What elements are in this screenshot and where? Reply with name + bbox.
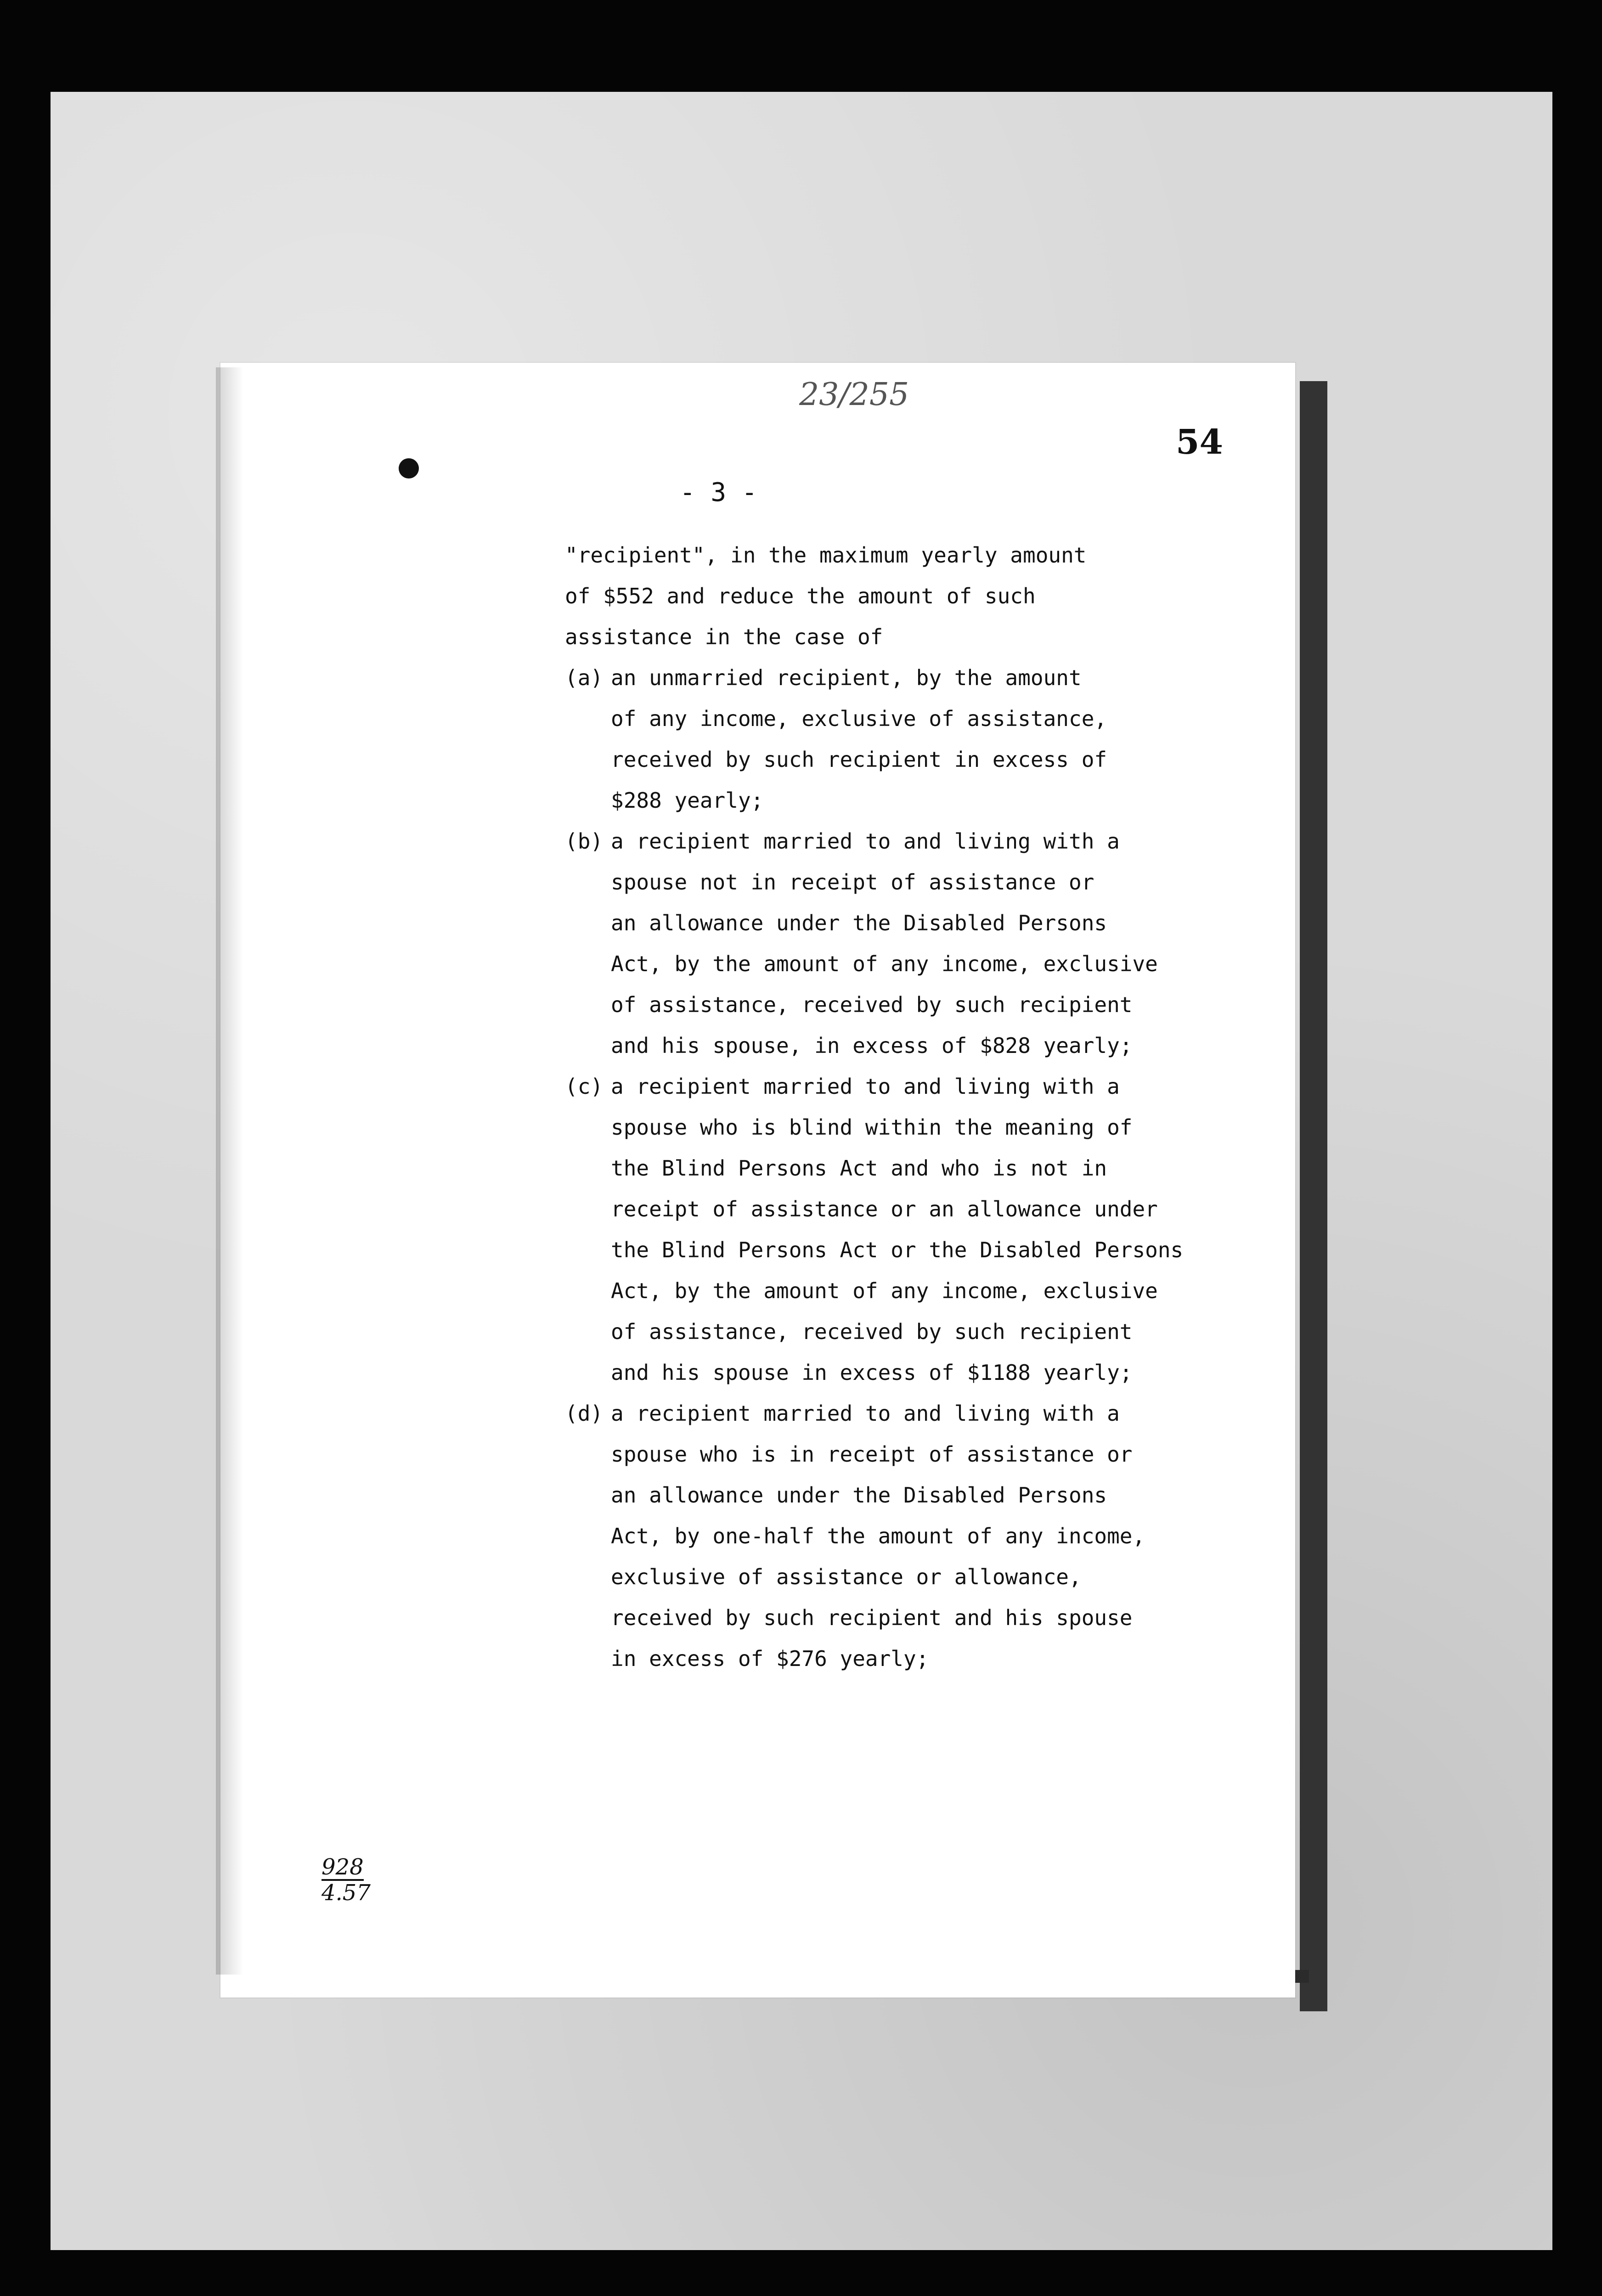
punch-hole-mark	[399, 458, 419, 478]
clause-line	[565, 985, 1208, 1025]
clause-text: Act, by the amount of any income, exclusive	[611, 951, 1158, 976]
clause-line	[565, 1393, 1208, 1434]
clause-text: Act, by the amount of any income, exclusive	[611, 1278, 1158, 1303]
document-body	[565, 535, 1208, 1679]
clause-line	[565, 1638, 1208, 1679]
clause-label: (c)	[565, 1074, 604, 1099]
intro-line: "recipient", in the maximum yearly amount	[565, 543, 1087, 568]
clause-text: spouse who is in receipt of assistance or	[611, 1442, 1133, 1467]
clause-text: of any income, exclusive of assistance,	[611, 706, 1107, 731]
clause-line	[565, 862, 1208, 903]
clause-text: receipt of assistance or an allowance under	[611, 1197, 1158, 1221]
clause-line	[565, 1148, 1208, 1189]
clause-label: (a)	[565, 665, 604, 690]
clause-line	[565, 821, 1208, 862]
intro-line: assistance in the case of	[565, 625, 883, 649]
clause-text: in excess of $276 yearly;	[611, 1646, 929, 1671]
clause-line	[565, 944, 1208, 985]
intro-line: of $552 and reduce the amount of such	[565, 584, 1036, 608]
clause-line	[565, 1352, 1208, 1393]
clause-text: spouse not in receipt of assistance or	[611, 870, 1094, 895]
clause-line	[565, 1107, 1208, 1148]
clause-text: received by such recipient and his spouse	[611, 1605, 1133, 1630]
clause-line	[565, 698, 1208, 739]
page-edge-shadow-right	[1300, 381, 1327, 2011]
section-number: - 3 -	[680, 478, 757, 507]
clause-text: and his spouse in excess of $1188 yearly;	[611, 1360, 1133, 1385]
clause-line	[565, 1475, 1208, 1516]
clause-text: an allowance under the Disabled Persons	[611, 1483, 1107, 1508]
clause-label: (b)	[565, 829, 604, 854]
clause-line	[565, 1516, 1208, 1557]
page-edge-smudge-left	[216, 367, 243, 1975]
clause-text: spouse who is blind within the meaning of	[611, 1115, 1133, 1140]
clause-line	[565, 658, 1208, 698]
clause-line	[565, 1189, 1208, 1230]
clause-text: an unmarried recipient, by the amount	[611, 665, 1082, 690]
clause-line	[565, 1598, 1208, 1638]
clause-line	[565, 1025, 1208, 1066]
form-number-top: 928	[322, 1854, 364, 1880]
form-number-bottom: 4.57	[322, 1880, 371, 1906]
clause-text: the Blind Persons Act or the Disabled Persons	[611, 1238, 1184, 1262]
clause-text: received by such recipient in excess of	[611, 747, 1107, 772]
clause-line	[565, 1557, 1208, 1598]
clause-text: exclusive of assistance or allowance,	[611, 1564, 1082, 1589]
clause-line	[565, 903, 1208, 944]
handwritten-reference-number: 23/255	[799, 377, 909, 413]
form-number	[322, 1855, 371, 1905]
clause-line	[565, 739, 1208, 780]
clause-line	[565, 1230, 1208, 1271]
clause-text: Act, by one-half the amount of any income,	[611, 1524, 1145, 1548]
clause-line	[565, 780, 1208, 821]
clause-text: a recipient married to and living with a	[611, 1074, 1120, 1099]
clause-line	[565, 1066, 1208, 1107]
page-number: 54	[1176, 422, 1223, 462]
clause-text: an allowance under the Disabled Persons	[611, 911, 1107, 935]
clause-text: a recipient married to and living with a	[611, 1401, 1120, 1426]
clause-text: of assistance, received by such recipient	[611, 1319, 1133, 1344]
clause-text: $288 yearly;	[611, 788, 764, 813]
clause-text: and his spouse, in excess of $828 yearly;	[611, 1033, 1133, 1058]
clause-label: (d)	[565, 1401, 604, 1426]
clause-line	[565, 1271, 1208, 1311]
clause-text: of assistance, received by such recipient	[611, 992, 1133, 1017]
clause-text: a recipient married to and living with a	[611, 829, 1120, 854]
clause-line	[565, 1311, 1208, 1352]
clause-line	[565, 1434, 1208, 1475]
clause-text: the Blind Persons Act and who is not in	[611, 1156, 1107, 1181]
